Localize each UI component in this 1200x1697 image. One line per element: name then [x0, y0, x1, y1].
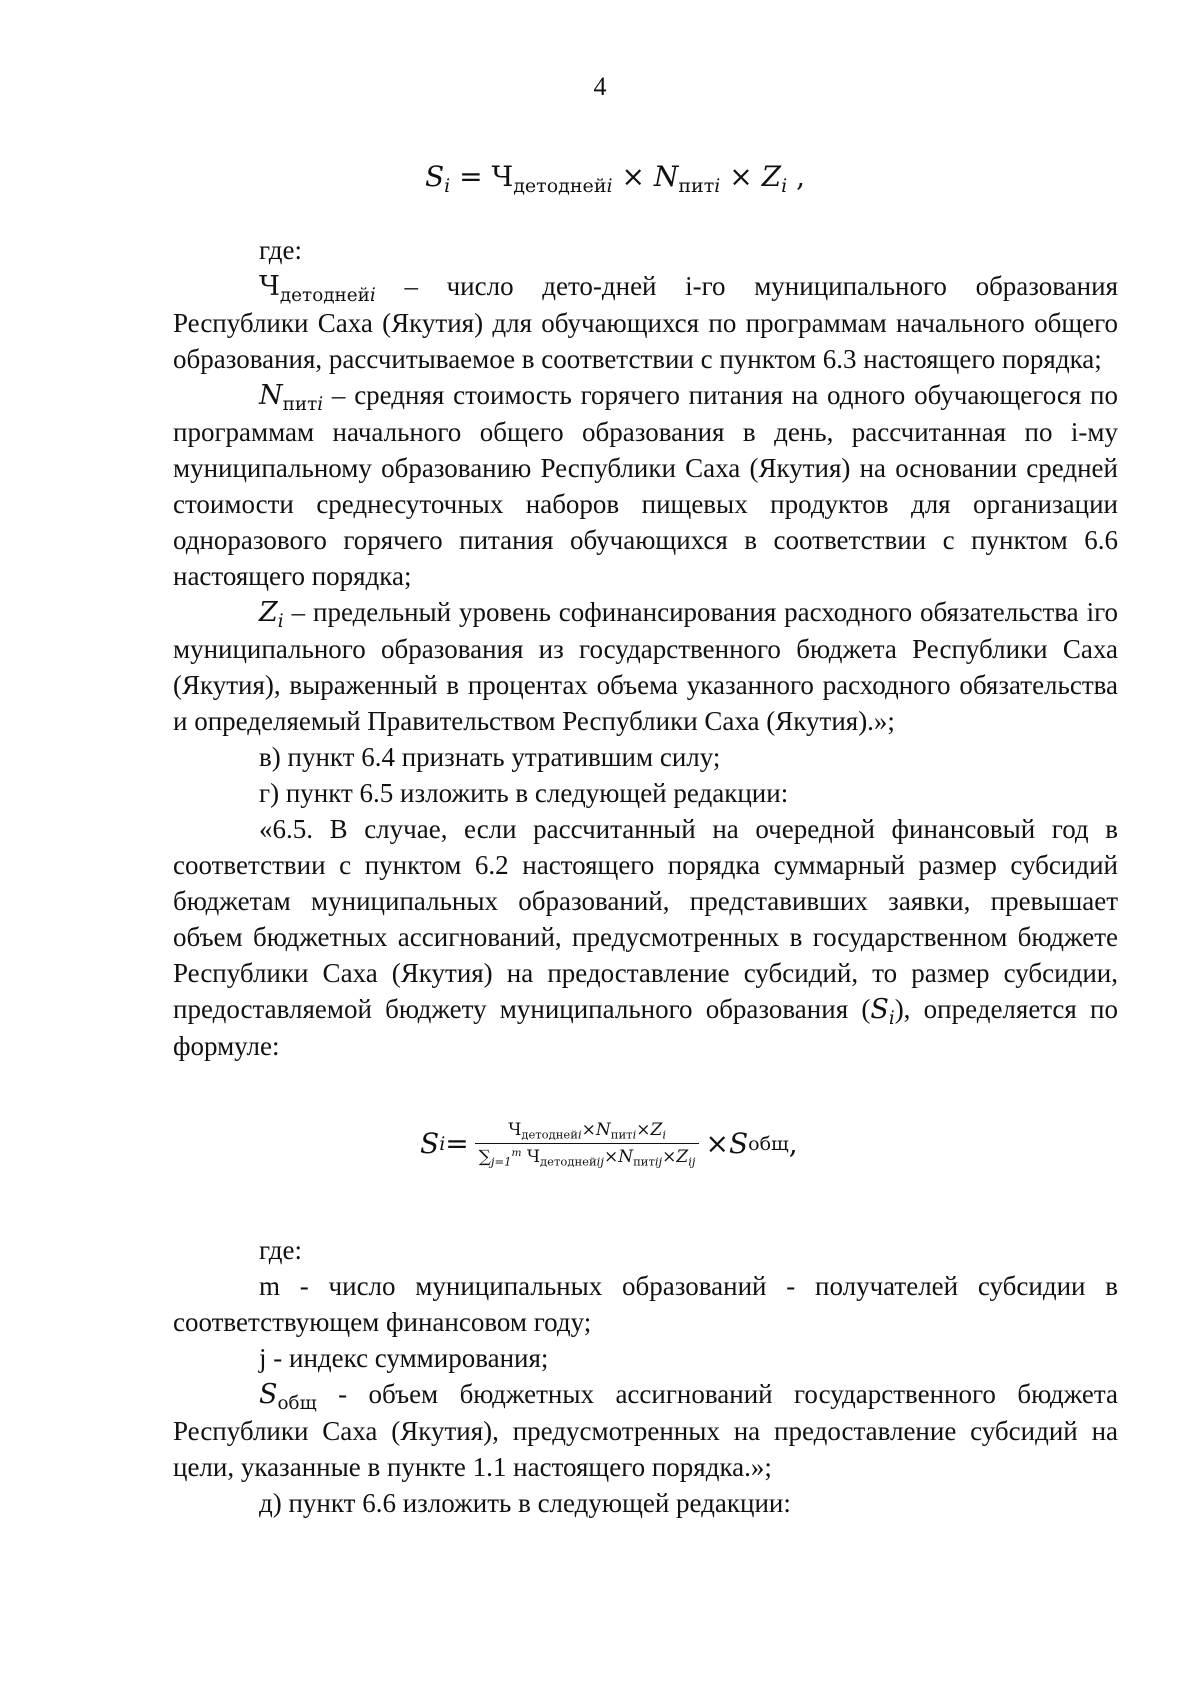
def-sub: детодней: [279, 284, 370, 306]
definitions-block-1: [173, 232, 1118, 1064]
num-n: N: [595, 1120, 611, 1140]
item-v: в) пункт 6.4 признать утратившим силу;: [259, 742, 721, 772]
num-z-sub: i: [662, 1127, 667, 1142]
definition-m: [173, 1268, 1118, 1340]
den-z-sub: ij: [688, 1154, 696, 1169]
formula-eq: =: [450, 160, 492, 193]
formula-sub-i: i: [606, 175, 613, 198]
den-ch-sub: детодней: [540, 1154, 597, 1169]
num-n-sub-i: i: [632, 1127, 637, 1142]
den-sum-sup: m: [511, 1147, 522, 1160]
formula-fraction: [475, 1120, 700, 1167]
def-symbol: Z: [259, 597, 278, 628]
definition-text: - число муниципальных образований - получателей субсидии в соответствующем финансовом году;: [173, 1271, 1118, 1337]
def-sub-obsh: общ: [277, 1392, 317, 1414]
def-symbol: Ч: [259, 271, 280, 302]
paragraph-text-end: ), определяется по формуле:: [173, 994, 1118, 1061]
formula-symbol-z: Z: [761, 160, 782, 193]
den-sum-sign: ∑: [478, 1147, 491, 1167]
den-times: ×: [603, 1147, 619, 1167]
formula-eq: =: [445, 1127, 469, 1160]
num-times: ×: [636, 1120, 651, 1140]
num-ch-sub-i: i: [577, 1127, 582, 1142]
para-symbol-s: S: [870, 994, 889, 1025]
formula-symbol-s: S: [424, 160, 445, 193]
item-g: г) пункт 6.5 изложить в следующей редакции:: [259, 778, 789, 808]
den-n: N: [618, 1147, 634, 1167]
formula-sub-obsh: общ: [748, 1132, 789, 1155]
def-sub-i: i: [369, 284, 376, 306]
den-ch: Ч: [521, 1147, 541, 1167]
page-number: 4: [593, 72, 607, 101]
formula-symbol-s: S: [420, 1127, 440, 1160]
formula-symbol-n: N: [653, 160, 679, 193]
definition-text: - индекс суммирования;: [266, 1343, 549, 1373]
def-symbol: N: [259, 380, 283, 411]
fraction-numerator: [504, 1120, 670, 1140]
den-times: ×: [662, 1147, 677, 1167]
num-z: Z: [650, 1120, 663, 1140]
formula-sub-i: i: [714, 175, 721, 198]
definition-text: - объем бюджетных ассигнований государственного бюджета Республики Саха (Якутия), предусмотренных на предоставление субсидий на цели, указанные в пункте 1.1 настоящего порядка.»;: [173, 1379, 1118, 1482]
fraction-bar: [475, 1143, 700, 1144]
den-n-sub: пит: [633, 1154, 655, 1169]
formula-times: ×: [612, 160, 654, 193]
num-ch: Ч: [508, 1120, 522, 1140]
def-lead: m: [259, 1271, 281, 1301]
formula-times: ×: [720, 160, 762, 193]
num-ch-sub: детодней: [521, 1127, 578, 1142]
definition-text: – средняя стоимость горячего питания на одного обучающегося по программам начального общего образования в день, рассчитанная по i-му муниципальному образованию Республики Саха (Якутия) на основании средней стоимости среднесуточных наборов пищевых продуктов для организации одноразового горячего питания обучающихся в соответствии с пунктом 6.6 настоящего порядка;: [173, 380, 1118, 591]
formula-subsidy-proportional: [420, 1120, 798, 1167]
paragraph-text: «6.5. В случае, если рассчитанный на очередной финансовый год в соответствии с пунктом 6.2 настоящего порядка суммарный размер субсидий бюджетам муниципальных образований, представивших заявки, превышает объем бюджетных ассигнований, предусмотренных в государственном бюджете Республики Саха (Якутия) на предоставление субсидий, то размер субсидии, предоставляемой бюджету муниципального образования (: [173, 814, 1118, 1024]
definition-ch: [173, 268, 1118, 377]
formula-tail: ,: [787, 160, 806, 193]
paragraph-6-5: [173, 811, 1118, 1064]
definition-z: [173, 594, 1118, 739]
fraction-denominator: [475, 1147, 700, 1167]
def-sub: пит: [282, 393, 318, 415]
def-lead: j: [259, 1343, 267, 1373]
formula-sub-pit: пит: [678, 175, 715, 198]
para-sub-i: i: [888, 1007, 895, 1029]
num-n-sub: пит: [610, 1127, 633, 1142]
definition-s-total: [173, 1376, 1118, 1485]
formula-sub-i: i: [439, 1132, 446, 1155]
definition-text: – число дето-дней i-го муниципального образования Республики Саха (Якутия) для обучающихся по программам начального общего образования, рассчитываемое в соответствии с пунктом 6.3 настоящего порядка;: [173, 271, 1118, 374]
formula-subsidy-basic: [0, 160, 1200, 198]
den-z: Z: [676, 1147, 689, 1167]
where-label-2: где:: [259, 1235, 302, 1265]
formula-symbol-ch: Ч: [491, 160, 514, 193]
den-ch-sub-ij: ij: [596, 1154, 604, 1169]
den-sum-sub: j=1: [490, 1154, 512, 1169]
def-symbol-s: S: [259, 1379, 278, 1410]
formula-symbol-s-total: S: [728, 1127, 749, 1160]
formula-sub-detodney: детодней: [513, 175, 607, 198]
formula-sub-i: i: [781, 175, 788, 198]
definition-n: [173, 377, 1118, 594]
formula-sub-i: i: [444, 175, 451, 198]
where-label-1: где:: [259, 235, 302, 265]
num-times: ×: [581, 1120, 596, 1140]
def-sub-i: i: [277, 610, 284, 632]
def-sub-i: i: [317, 393, 324, 415]
formula-times: ×: [705, 1127, 729, 1160]
definition-j: [173, 1340, 1118, 1376]
den-n-sub-ij: ij: [654, 1154, 663, 1169]
definitions-block-2: [173, 1232, 1118, 1521]
definition-text: – предельный уровень софинансирования расходного обязательства iго муниципального образования из государственного бюджета Республики Саха (Якутия), выраженный в процентах объема указанного расходного обязательства и определяемый Правительством Республики Саха (Якутия).»;: [173, 597, 1118, 736]
item-d: д) пункт 6.6 изложить в следующей редакции:: [259, 1488, 791, 1518]
formula-tail: ,: [788, 1127, 798, 1160]
